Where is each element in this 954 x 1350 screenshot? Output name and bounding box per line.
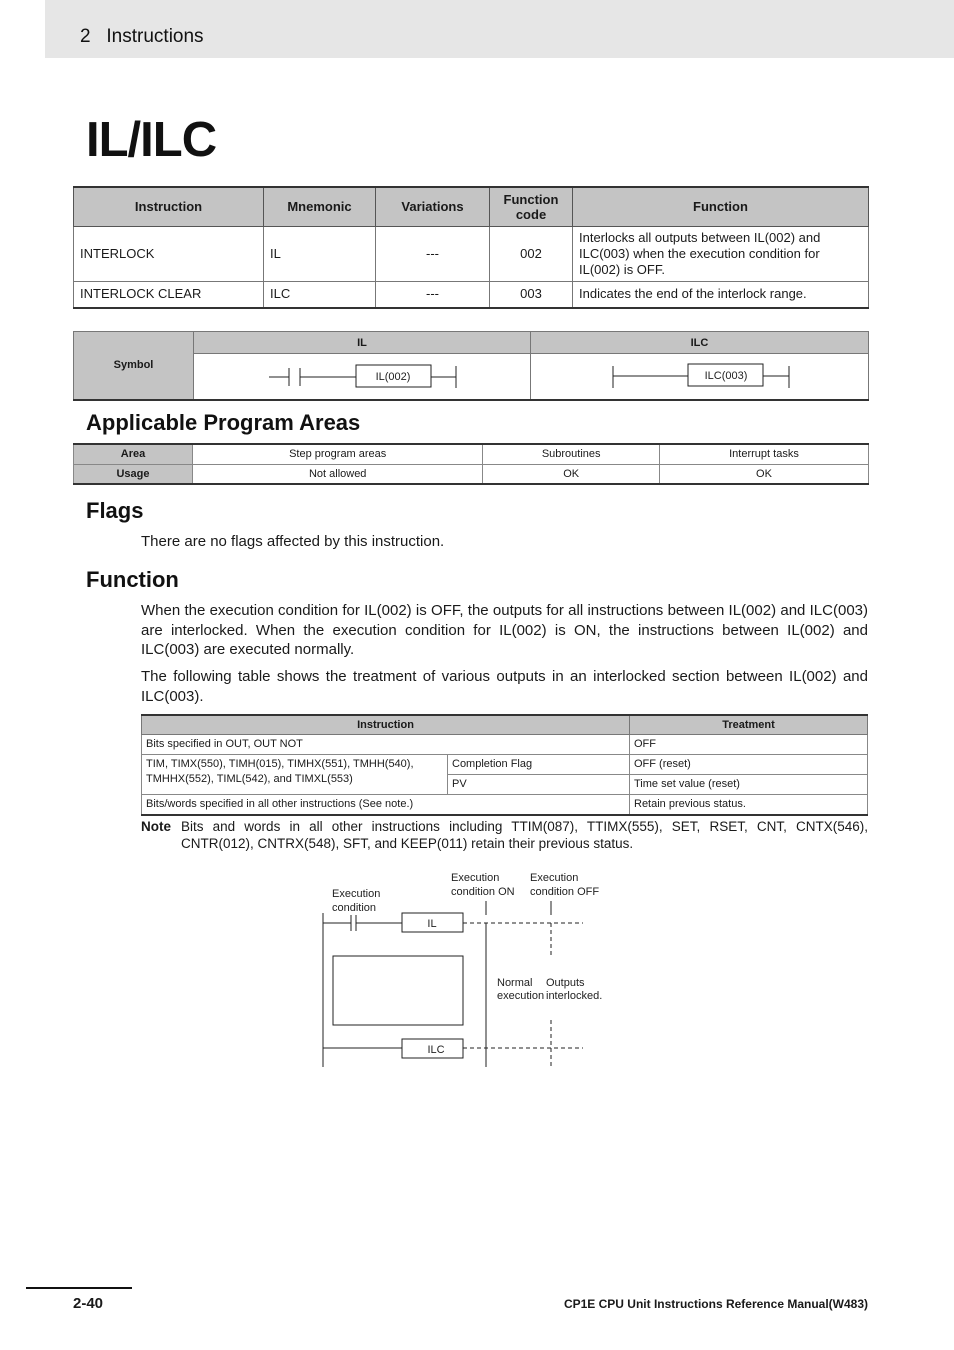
cell-timer-instructions: TIM, TIMX(550), TIMH(015), TIMHX(551), TMHH(540), TMHHX(552), TIML(542), and TIMXL(553) [142,754,448,794]
cell-treatment: Retain previous status. [630,794,868,815]
outputs-label-line2: interlocked. [546,990,603,1002]
flags-text: There are no flags affected by this instruction. [141,533,445,550]
usage-step: Not allowed [193,464,483,484]
page-title: IL/ILC [86,113,217,167]
exec-off-label-line1: Execution [530,872,579,884]
col-header-treatment: Treatment [630,715,868,734]
cell-treatment: OFF [630,734,868,754]
cell-variations: --- [376,281,490,308]
heading-function: Function [86,567,179,592]
il-symbol-label: IL(002) [375,371,411,383]
symbol-header-il: IL [194,332,531,354]
symbol-header-ilc: ILC [531,332,869,354]
table-row [74,281,869,308]
table-row [142,754,868,774]
function-paragraph-1: When the execution condition for IL(002) is OFF, the outputs for all instructions between IL(002) and ILC(003) are interlocked. When the execution condition for IL(002) is ON, the instructions between IL(002) and ILC(003) are executed normally. [141,602,868,658]
exec-condition-label-line1: Execution [332,888,381,900]
exec-off-label-line2: condition OFF [530,886,600,898]
cell-instruction: Bits specified in OUT, OUT NOT [142,734,630,754]
cell-instruction: INTERLOCK CLEAR [74,281,264,308]
normal-label-line2: execution [497,990,545,1002]
heading-applicable-areas: Applicable Program Areas [86,410,361,435]
cell-mnemonic: ILC [264,281,376,308]
function-paragraph-2: The following table shows the treatment of various outputs in an interlocked section between IL(002) and ILC(003). [141,668,868,705]
manual-title: CP1E CPU Unit Instructions Reference Manual(W483) [563,1297,868,1311]
cell-completion-flag: Completion Flag [448,754,630,774]
ilc-symbol-label: ILC(003) [704,370,748,382]
normal-label-line1: Normal [497,977,533,989]
table-row [74,226,869,281]
symbol-table [73,331,869,401]
cell-function-code: 003 [490,281,573,308]
ilc-ladder-symbol [531,354,869,400]
ilc-symbol-cell [531,354,869,400]
symbol-label: Symbol [74,332,194,400]
table-row [142,794,868,815]
col-header-mnemonic: Mnemonic [264,187,376,226]
cell-treatment: Time set value (reset) [630,774,868,794]
outputs-label-line1: Outputs [546,977,585,989]
col-header-instruction: Instruction [142,715,630,734]
col-header-function: Function [573,187,869,226]
cell-instruction: INTERLOCK [74,226,264,281]
exec-condition-label-line2: condition [332,902,377,914]
heading-flags: Flags [86,498,144,523]
area-interrupt: Interrupt tasks [659,444,868,464]
usage-subroutines: OK [483,464,660,484]
cell-instruction: Bits/words specified in all other instructions (See note.) [142,794,630,815]
il-symbol-cell [194,354,531,400]
il-ladder-symbol [194,354,531,400]
program-areas-table [73,443,869,485]
section-header: 2 Instructions [80,26,204,47]
cell-function-code: 002 [490,226,573,281]
table-row [142,734,868,754]
col-header-instruction: Instruction [74,187,264,226]
cell-function: Interlocks all outputs between IL(002) and ILC(003) when the execution condition for IL(002) is OFF. [573,226,869,281]
instruction-spec-table [73,186,869,309]
exec-on-label-line1: Execution [451,872,500,884]
note-text: Bits and words in all other instructions including TTIM(087), TTIMX(555), SET, RSET, CNT, CNTX(546), CNTR(012), CNTRX(548), SFT, and KEEP(011) retain their previous status. [181,819,868,851]
usage-label: Usage [74,464,193,484]
col-header-function-code: Function code [490,187,573,226]
interlock-ladder-diagram [310,865,630,1075]
cell-pv: PV [448,774,630,794]
footer-rule [26,1287,132,1289]
cell-function: Indicates the end of the interlock range. [573,281,869,308]
diagram-il-box-label: IL [427,918,437,930]
area-label: Area [74,444,193,464]
usage-interrupt: OK [659,464,868,484]
col-header-variations: Variations [376,187,490,226]
area-subroutines: Subroutines [483,444,660,464]
area-step: Step program areas [193,444,483,464]
note-label: Note [141,819,171,834]
diagram-ilc-box-label: ILC [427,1044,445,1056]
cell-mnemonic: IL [264,226,376,281]
treatment-table [141,714,868,816]
cell-variations: --- [376,226,490,281]
exec-on-label-line2: condition ON [451,886,515,898]
page-number: 2-40 [73,1295,104,1312]
cell-treatment: OFF (reset) [630,754,868,774]
